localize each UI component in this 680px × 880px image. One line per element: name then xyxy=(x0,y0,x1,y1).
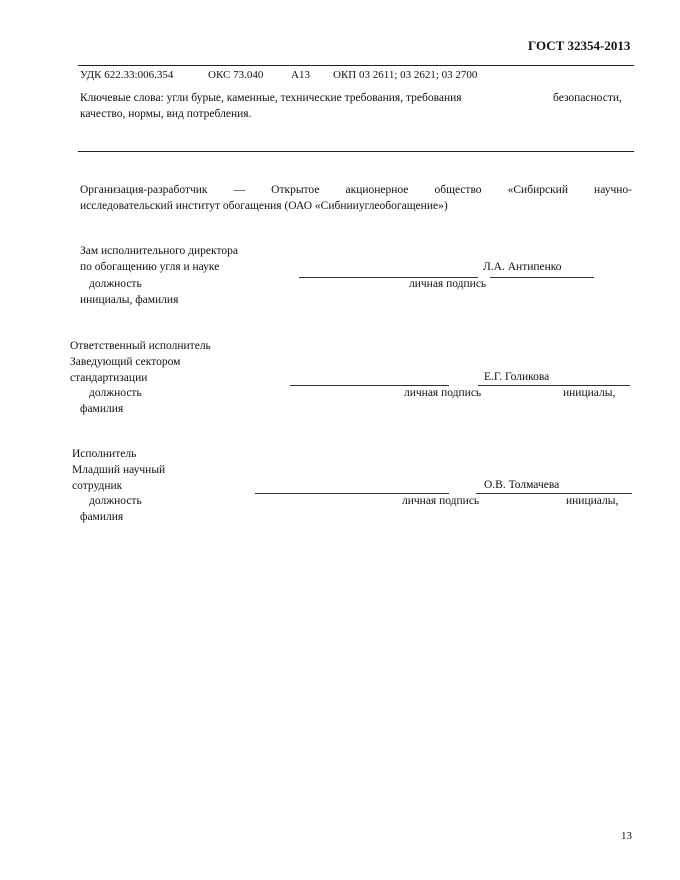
udk-code: УДК 622.33:006.354 xyxy=(80,69,174,81)
caption-initials: инициалы, xyxy=(566,495,619,507)
caption-surname: фамилия xyxy=(80,511,124,523)
signatory-name: Л.А. Антипенко xyxy=(483,261,562,273)
keywords-line-2: качество, нормы, вид потребления. xyxy=(80,108,252,120)
page-number: 13 xyxy=(621,830,632,842)
caption-signature: личная подпись xyxy=(402,495,480,507)
keywords-line-1: Ключевые слова: угли бурые, каменные, технические требования, требования xyxy=(80,92,462,104)
caption-position: должность xyxy=(89,278,142,290)
organization-line-1: Организация-разработчик — Открытое акционерное общество «Сибирский научно- xyxy=(80,184,632,196)
signatory-title-line: Ответственный исполнитель xyxy=(70,340,211,352)
caption-initials-surname: инициалы, фамилия xyxy=(80,294,179,306)
standard-header: ГОСТ 32354-2013 xyxy=(528,38,631,53)
signatory-title-line: Исполнитель xyxy=(72,448,137,460)
signatory-title-line: Младший научный xyxy=(72,464,166,476)
signatory-title-line: по обогащению угля и науке xyxy=(80,261,220,273)
caption-surname: фамилия xyxy=(80,403,124,415)
signature-line xyxy=(290,385,449,386)
signature-line xyxy=(255,493,449,494)
signatory-name: Е.Г. Голикова xyxy=(484,371,550,383)
caption-position: должность xyxy=(89,495,142,507)
signatory-name: О.В. Толмачева xyxy=(484,479,560,491)
caption-signature: личная подпись xyxy=(404,387,482,399)
keywords-line-1-end: безопасности, xyxy=(553,92,622,104)
category-code: А13 xyxy=(291,69,310,81)
name-line xyxy=(476,493,632,494)
signatory-title-line: стандартизации xyxy=(70,372,148,384)
header-rule xyxy=(78,65,634,66)
caption-signature: личная подпись xyxy=(409,278,487,290)
organization-line-2: исследовательский институт обогащения (ОАО «Сибнииуглеобогащение») xyxy=(80,200,448,212)
signatory-title-line: Заведующий сектором xyxy=(70,356,181,368)
okp-code: ОКП 03 2611; 03 2621; 03 2700 xyxy=(333,69,478,81)
keywords-rule xyxy=(78,151,634,152)
signatory-title-line: Зам исполнительного директора xyxy=(80,245,238,257)
signatory-title-line: сотрудник xyxy=(72,480,123,492)
name-line xyxy=(490,277,594,278)
name-line xyxy=(478,385,630,386)
caption-initials: инициалы, xyxy=(563,387,616,399)
caption-position: должность xyxy=(89,387,142,399)
oks-code: ОКС 73.040 xyxy=(208,69,264,81)
